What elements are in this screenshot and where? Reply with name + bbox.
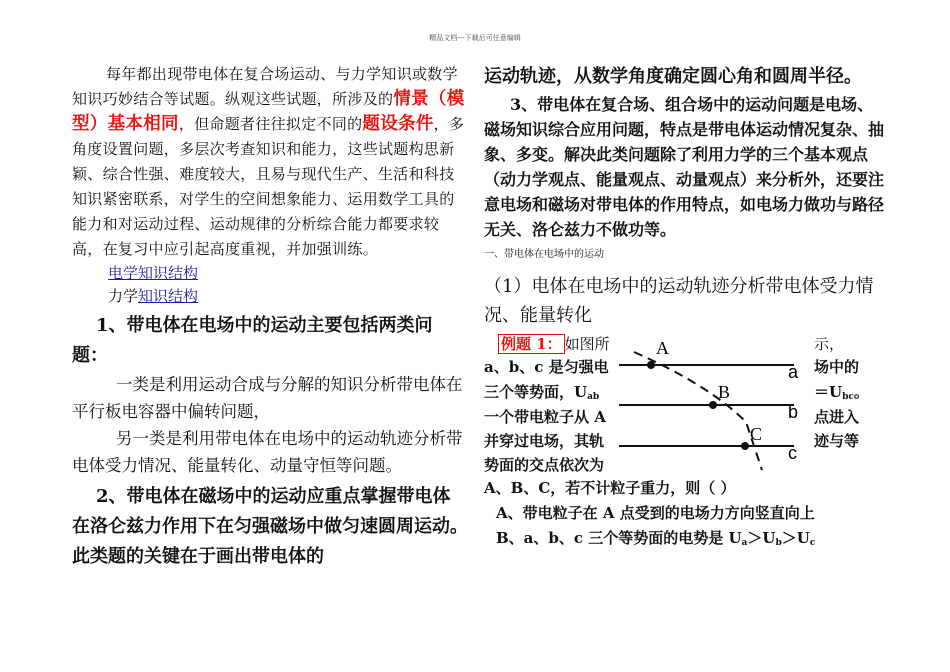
- sub-c: c: [809, 538, 816, 548]
- option-b-gt1: ＞U: [747, 529, 776, 547]
- section-1-title: 1、带电体在电场中的运动主要包括两类问题：: [72, 315, 433, 366]
- example-1: [484, 330, 884, 490]
- example-text-3b: ＝U: [814, 383, 843, 401]
- left-column: [72, 62, 468, 572]
- example-line-2b: 场中的: [814, 358, 860, 376]
- option-a: A、带电粒子在 A 点受到的电场力方向竖直向上: [496, 504, 815, 522]
- example-text-3b-end: 。: [853, 383, 869, 401]
- section-2-continued: 运动轨迹，从数学角度确定圆心角和圆周半径。: [484, 66, 862, 87]
- section-heading-electric-field: 一、带电体在电场中的运动: [484, 249, 604, 260]
- example-line-4b: 点进入: [814, 408, 860, 426]
- label-c-upper: C: [750, 424, 763, 444]
- example-line-1b: 示，: [814, 335, 845, 353]
- right-column: [484, 62, 884, 556]
- example-line-4: 一个带电粒子从 A: [484, 408, 606, 426]
- example-line-5: 并穿过电场，其轨: [484, 432, 605, 450]
- sub-bc: bc: [842, 392, 854, 402]
- label-c-line: c: [788, 443, 797, 463]
- example-line-5b: 迹与等: [814, 432, 860, 450]
- sub-b: b: [775, 538, 782, 548]
- label-b-line: b: [788, 402, 799, 422]
- intro-text-a: 每年都出现带电体在复合场运动、与力学知识或数学知识巧妙结合等试题。纵观这些试题，所涉及的: [72, 65, 458, 108]
- label-b-upper: B: [718, 382, 731, 402]
- section-2: 2、带电体在磁场中的运动应重点掌握带电体在洛仑兹力作用下在匀强磁场中做匀速圆周运动。此类题的关键在于画出带电体的: [72, 486, 468, 567]
- example-text-3a: 三个等势面，U: [484, 383, 588, 401]
- example-question-stem: A、B、C，若不计粒子重力，则（ ）: [484, 479, 736, 497]
- subsection-title: （1）电体在电场中的运动轨迹分析带电体受力情况、能量转化: [484, 276, 874, 326]
- example-text-1a: 如图所: [564, 335, 610, 353]
- particle-trajectory: [634, 352, 762, 470]
- option-b-gt2: ＞U: [781, 529, 810, 547]
- example-line-2: a、b、c 是匀强电: [484, 358, 609, 376]
- intro-text-c: ，多角度设置问题，多层次考查知识和能力，这些试题构思新颖、综合性强、难度较大，且易与现代生产、生活和科技知识紧密联系，对学生的空间想象能力、运用数学工具的能力和对运动过程、运动规律的分析综合能力都要求较高，在复习中应引起高度重视，并加强训练。: [72, 115, 465, 258]
- intro-text-b: ，但命题者往往拟定不同的: [178, 115, 363, 133]
- example-label: 例题 1：: [498, 334, 565, 354]
- option-b: [496, 526, 884, 556]
- section-1-a: 一类是利用运动合成与分解的知识分析带电体在平行板电容器中偏转问题，: [72, 375, 463, 421]
- section-1-b: 另一类是利用带电体在电场中的运动轨迹分析带电体受力情况、能量转化、动量守恒等问题。: [72, 429, 463, 475]
- highlight-scenario: 情景（模型）基本相同: [72, 89, 465, 134]
- point-b: [709, 401, 717, 409]
- link-mechanics-structure[interactable]: 知识结构: [138, 287, 199, 305]
- label-a-upper: A: [656, 338, 669, 358]
- link-electricity-structure[interactable]: 电学知识结构: [108, 264, 199, 282]
- example-line-1: [498, 332, 610, 356]
- point-c: [741, 442, 749, 450]
- page-header: 精品文档---下载后可任意编辑: [429, 34, 521, 42]
- sub-a: a: [741, 538, 748, 548]
- option-b-text: B、a、b、c 三个等势面的电势是 U: [496, 529, 742, 547]
- example-line-6: 势面的交点依次为: [484, 456, 605, 474]
- section-3: 3、带电体在复合场、组合场中的运动问题是电场、磁场知识综合应用问题，特点是带电体运动情况复杂、抽象、多变。解决此类问题除了利用力学的三个基本观点（动力学观点、能量观点、动量观点）来分析外，还要注意电场和磁场对带电体的作用特点，如电场力做功与路径无关、洛仑兹力不做功等。: [484, 95, 885, 239]
- sub-ab: ab: [587, 392, 600, 402]
- highlight-conditions: 题设条件: [362, 114, 434, 134]
- link-prefix: 力学: [108, 287, 139, 305]
- point-a: [647, 361, 655, 369]
- knowledge-links: [108, 262, 468, 308]
- label-a-line: a: [788, 362, 799, 382]
- intro-paragraph: [72, 62, 468, 262]
